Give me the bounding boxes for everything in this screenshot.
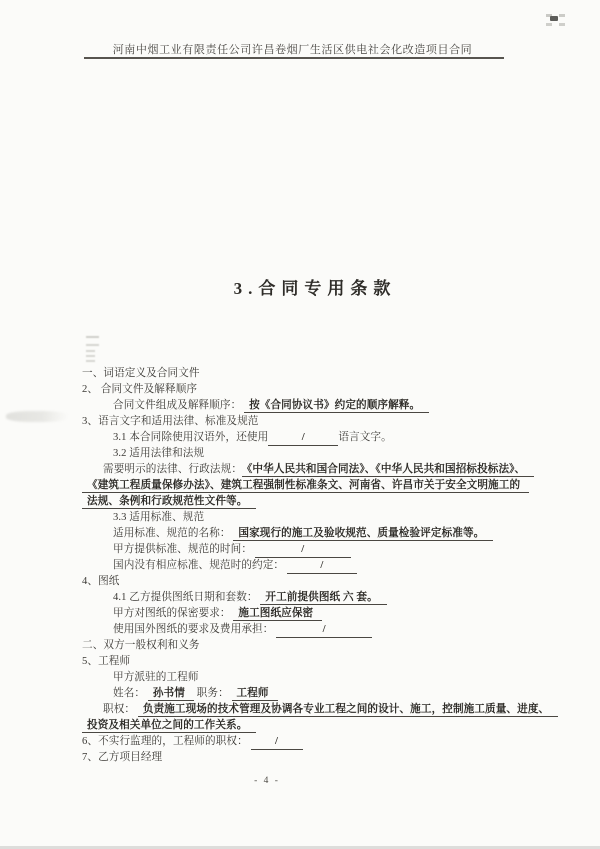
scan-smudge <box>6 411 68 422</box>
filled-in-value: 施工图纸应保密 <box>233 608 322 621</box>
document-line <box>82 526 542 542</box>
clause-text: 3.1 本合同除使用汉语外，还使用 <box>113 432 269 443</box>
document-line <box>82 654 542 670</box>
document-line <box>82 606 542 622</box>
document-line <box>82 622 542 638</box>
page-number: - 4 - <box>254 776 280 786</box>
filled-in-value: 《建筑工程质量保修办法》、建筑工程强制性标准条文、河南省、许昌市关于安全文明施工的 <box>82 480 529 493</box>
document-line <box>82 382 542 398</box>
clause-text: 甲方对图纸的保密要求： <box>113 608 234 619</box>
filled-in-value: 工程师 <box>232 688 278 701</box>
clause-text: 职权： <box>103 704 138 715</box>
document-body <box>82 366 550 766</box>
clause-text: 5、工程师 <box>82 656 131 667</box>
scan-smudge <box>86 336 99 346</box>
document-line <box>82 366 542 382</box>
document-header-title: 河南中烟工业有限责任公司许昌卷烟厂生活区供电社会化改造项目合同 <box>112 44 473 56</box>
clause-text: 3.2 适用法律和法规 <box>113 448 205 459</box>
clause-text: 7、乙方项目经理 <box>82 752 163 763</box>
blank-slash-field: / <box>276 623 372 638</box>
clause-text: 2、 合同文件及解释顺序 <box>82 384 198 395</box>
document-line <box>82 542 542 558</box>
clause-text: 3.3 适用标准、规范 <box>113 512 205 523</box>
document-line <box>82 590 542 606</box>
clause-text: 甲方派驻的工程师 <box>113 672 199 683</box>
clause-text: 合同文件组成及解释顺序： <box>113 400 245 411</box>
clause-text: 一、词语定义及合同文件 <box>82 368 200 379</box>
clause-text: 适用标准、规范的名称： <box>113 528 234 539</box>
clause-text: 职务： <box>193 688 232 699</box>
clause-text: 需要明示的法律、行政法规： <box>103 464 243 475</box>
clause-text: 4、图纸 <box>82 576 120 587</box>
document-line <box>82 558 542 574</box>
document-line <box>82 734 542 750</box>
document-line <box>82 494 542 510</box>
section-title: 3.合同专用条款 <box>233 279 397 298</box>
clause-text: 二、双方一般权利和义务 <box>82 640 200 651</box>
document-line <box>82 446 542 462</box>
blank-slash-field: / <box>255 543 351 558</box>
filled-in-value: 负责施工现场的技术管理及协调各专业工程之间的设计、施工，控制施工质量、进度、 <box>138 704 558 717</box>
document-line <box>82 478 542 494</box>
filled-in-value: 投资及相关单位之间的工作关系。 <box>82 720 256 733</box>
document-line <box>82 398 542 414</box>
document-line <box>82 702 550 718</box>
document-line <box>82 750 542 766</box>
document-line <box>82 462 542 478</box>
clause-text: 语言文字。 <box>338 432 392 443</box>
blank-slash-field: / <box>287 559 357 574</box>
document-line <box>82 510 542 526</box>
document-line <box>82 718 542 734</box>
filled-in-value: 法规、条例和行政规范性文件等。 <box>82 496 256 509</box>
document-line <box>82 574 542 590</box>
clause-text: 使用国外图纸的要求及费用承担： <box>113 624 277 635</box>
scan-artifact-mark <box>550 16 558 21</box>
document-line <box>82 414 542 430</box>
clause-text: 6、不实行监理的，工程师的职权： <box>82 736 251 747</box>
header-rule-line <box>84 57 504 59</box>
document-line <box>82 638 542 654</box>
clause-text: 甲方提供标准、规范的时间： <box>113 544 255 555</box>
clause-text: 4.1 乙方提供图纸日期和套数： <box>113 592 261 603</box>
filled-in-value: 《中华人民共和国合同法》、《中华人民共和国招标投标法》、 <box>242 464 534 477</box>
filled-in-value: 孙书情 <box>148 688 194 701</box>
clause-text: 3、语言文字和适用法律、标准及规范 <box>82 416 259 427</box>
scan-smudge <box>86 350 95 363</box>
document-line <box>82 670 542 686</box>
document-line <box>82 430 542 446</box>
filled-in-value: 国家现行的施工及验收规范、质量检验评定标准等。 <box>233 528 493 541</box>
clause-text: 国内没有相应标准、规范时的约定： <box>113 560 287 571</box>
blank-slash-field: / <box>268 431 338 446</box>
filled-in-value: 开工前提供图纸 六 套。 <box>260 592 386 605</box>
clause-text: 姓名： <box>113 688 148 699</box>
filled-in-value: 按《合同协议书》约定的顺序解释。 <box>244 400 429 413</box>
blank-slash-field: / <box>251 735 303 750</box>
document-line <box>82 686 542 702</box>
